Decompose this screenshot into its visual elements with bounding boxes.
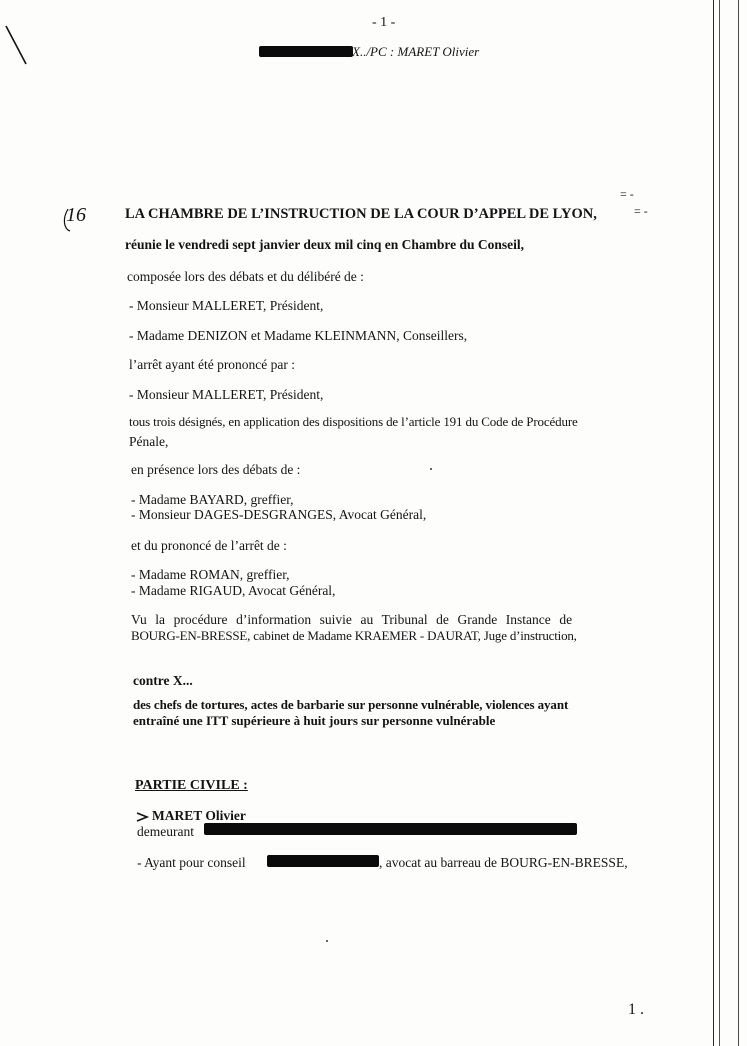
title-mark: = - — [634, 204, 648, 218]
session-line: réunie le vendredi sept janvier deux mil cinq en Chambre du Conseil, — [125, 237, 525, 252]
procedure-line-1: Vu la procédure d’information suivie au Tribunal de Grande Instance de — [131, 612, 573, 627]
title-mark: = - — [620, 187, 634, 201]
margin-note-flourish — [60, 205, 90, 235]
president-prononce-line: - Monsieur MALLERET, Président, — [129, 387, 324, 402]
greffier-prononce-line: - Madame ROMAN, greffier, — [131, 567, 290, 582]
president-line: - Monsieur MALLERET, Président, — [129, 298, 324, 313]
chefs-line-1: des chefs de tortures, actes de barbarie sur personne vulnérable, violences ayant — [133, 697, 569, 712]
redaction-bar — [259, 46, 353, 57]
margin-note: 16 — [66, 204, 86, 226]
chefs-line-2: entraîné une ITT supérieure à huit jours sur personne vulnérable — [133, 713, 496, 728]
presence-intro: en présence lors des débats de : — [131, 462, 301, 477]
scan-margin-line — [719, 0, 720, 1046]
arrow-bullet-icon — [136, 811, 150, 823]
partie-civile-heading: PARTIE CIVILE : — [135, 778, 248, 793]
composition-intro: composée lors des débats et du délibéré de : — [127, 269, 364, 284]
scan-margin-line — [738, 0, 739, 1046]
partie-civile-name: MARET Olivier — [152, 808, 246, 823]
court-title: LA CHAMBRE DE L’INSTRUCTION DE LA COUR D’APPEL DE LYON, — [125, 206, 597, 222]
scan-speck — [326, 940, 328, 942]
scan-speck — [430, 468, 432, 470]
redaction-bar — [204, 823, 577, 835]
demeurant-label: demeurant — [137, 824, 194, 839]
case-reference: X../PC : MARET Olivier — [352, 44, 480, 59]
footer-mark: 1 . — [628, 1001, 644, 1018]
contre-line: contre X... — [133, 673, 193, 688]
conseil-prefix: - Ayant pour conseil — [137, 855, 246, 870]
procedure-line-2: BOURG-EN-BRESSE, cabinet de Madame KRAEMER - DAURAT, Juge d’instruction, — [131, 628, 577, 643]
designes-line-1: tous trois désignés, en application des dispositions de l’article 191 du Code de Procédure — [129, 414, 578, 429]
prononce-intro: et du prononcé de l’arrêt de : — [131, 538, 287, 553]
greffier-debats-line: - Madame BAYARD, greffier, — [131, 492, 294, 507]
conseillers-line: - Madame DENIZON et Madame KLEINMANN, Conseillers, — [129, 328, 468, 343]
avocat-general-prononce-line: - Madame RIGAUD, Avocat Général, — [131, 583, 336, 598]
redaction-bar — [267, 855, 379, 867]
conseil-suffix: , avocat au barreau de BOURG-EN-BRESSE, — [379, 855, 628, 870]
page-number: - 1 - — [372, 15, 396, 30]
arret-prononce-intro: l’arrêt ayant été prononcé par : — [129, 357, 296, 372]
pen-slash-mark — [0, 0, 40, 80]
scan-margin-line — [713, 0, 714, 1046]
designes-line-2: Pénale, — [129, 434, 169, 449]
avocat-general-debats-line: - Monsieur DAGES-DESGRANGES, Avocat Général, — [131, 507, 427, 522]
